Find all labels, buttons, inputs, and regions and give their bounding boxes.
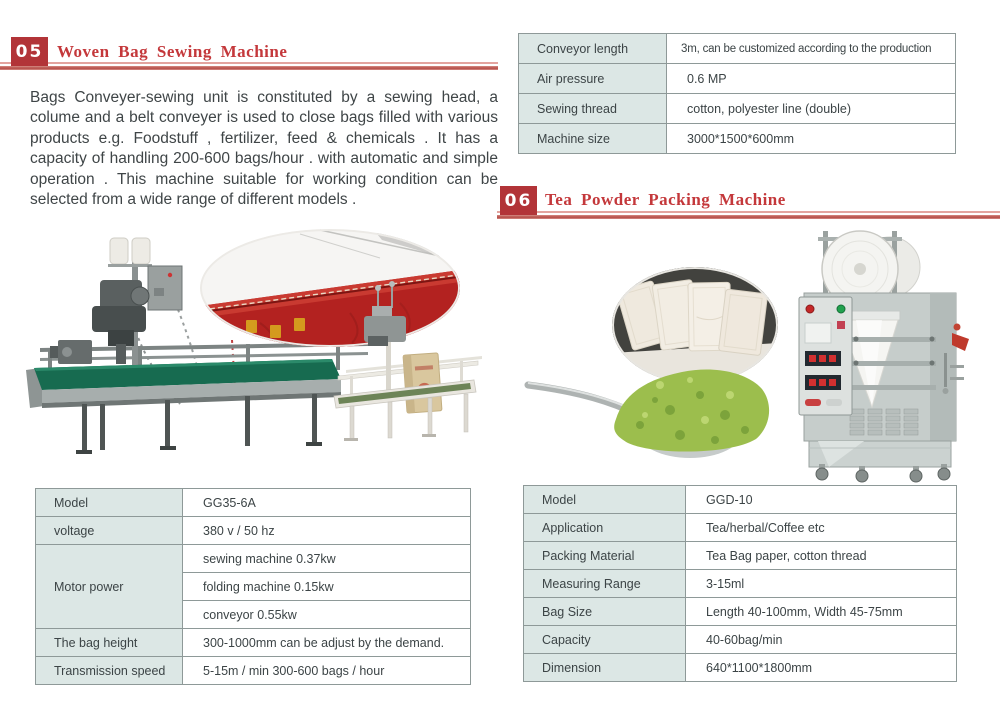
spec-label: Model: [36, 489, 183, 517]
spec-label: Machine size: [519, 124, 667, 154]
spec-value: conveyor 0.55kw: [183, 601, 471, 629]
table-row: [36, 657, 471, 685]
packing-machine-spec-table: [523, 485, 957, 682]
spec-label: Model: [524, 486, 686, 514]
section-title-06: Tea Powder Packing Machine: [545, 190, 786, 209]
spec-value: Length 40-100mm, Width 45-75mm: [686, 598, 957, 626]
filled-bag: [403, 353, 442, 413]
spec-label: Dimension: [524, 654, 686, 682]
spec-value: 3000*1500*600mm: [667, 124, 956, 154]
table-row: [524, 598, 957, 626]
table-row: [36, 489, 471, 517]
start-button: [837, 305, 845, 313]
spec-label: Air pressure: [519, 64, 667, 94]
spec-value: Tea/herbal/Coffee etc: [686, 514, 957, 542]
spec-value: 40-60bag/min: [686, 626, 957, 654]
sewing-machine-detail-table: [35, 488, 471, 685]
table-row: [524, 514, 957, 542]
tea-bags-oval: [610, 265, 780, 385]
spec-value: 3-15ml: [686, 570, 957, 598]
table-row: [524, 654, 957, 682]
sewing-machine-spec-table: [518, 33, 956, 154]
spec-label: Sewing thread: [519, 94, 667, 124]
spec-label: Measuring Range: [524, 570, 686, 598]
spec-value: 380 v / 50 hz: [183, 517, 471, 545]
spec-value: GGD-10: [686, 486, 957, 514]
table-row: [36, 545, 471, 573]
spec-value: 5-15m / min 300-600 bags / hour: [183, 657, 471, 685]
table-row: [519, 124, 956, 154]
table-row: [524, 486, 957, 514]
sewing-machine-photo: [20, 228, 490, 468]
spec-value: 0.6 MP: [667, 64, 956, 94]
spec-label: Packing Material: [524, 542, 686, 570]
section-number-badge-05: 05: [11, 37, 48, 66]
spec-label: Bag Size: [524, 598, 686, 626]
spec-value: Tea Bag paper, cotton thread: [686, 542, 957, 570]
spec-value: 3m, can be customized according to the production: [667, 34, 956, 64]
spec-label: Motor power: [36, 545, 183, 629]
spec-label: Conveyor length: [519, 34, 667, 64]
sewn-bag-closeup-oval: [200, 228, 460, 347]
section-number-badge-06: 06: [500, 186, 537, 215]
section-rule-05: [0, 62, 498, 70]
table-row: [36, 629, 471, 657]
section-rule-06: [497, 211, 1000, 219]
packing-machine-photo: [520, 225, 980, 483]
spec-value: 640*1100*1800mm: [686, 654, 957, 682]
section-title-05: Woven Bag Sewing Machine: [57, 42, 288, 61]
table-row: [524, 626, 957, 654]
spec-value: sewing machine 0.37kw: [183, 545, 471, 573]
spec-value: GG35-6A: [183, 489, 471, 517]
spec-label: voltage: [36, 517, 183, 545]
spec-label: Capacity: [524, 626, 686, 654]
tea-powder-spoon: [528, 369, 769, 458]
section05-description: Bags Conveyer-sewing unit is constituted by a sewing head, a colume and a belt conveyer is used to close bags filled with various products e.g. Foodstuff , fertilizer, feed & chemicals . It has a capacity of handling 200-600 bags/hour . with automatic and simple operation . This machine suitable for working condition can be selected from a wide range of different models .: [30, 89, 498, 209]
table-row: [519, 94, 956, 124]
spec-label: Transmission speed: [36, 657, 183, 685]
spec-label: Application: [524, 514, 686, 542]
spec-value: cotton, polyester line (double): [667, 94, 956, 124]
table-row: [519, 34, 956, 64]
table-row: [524, 570, 957, 598]
table-row: [519, 64, 956, 94]
table-row: [36, 517, 471, 545]
stop-button: [806, 305, 814, 313]
spec-value: 300-1000mm can be adjust by the demand.: [183, 629, 471, 657]
spec-label: The bag height: [36, 629, 183, 657]
spec-value: folding machine 0.15kw: [183, 573, 471, 601]
table-row: [524, 542, 957, 570]
vertical-packing-machine-illustration: [799, 231, 969, 482]
